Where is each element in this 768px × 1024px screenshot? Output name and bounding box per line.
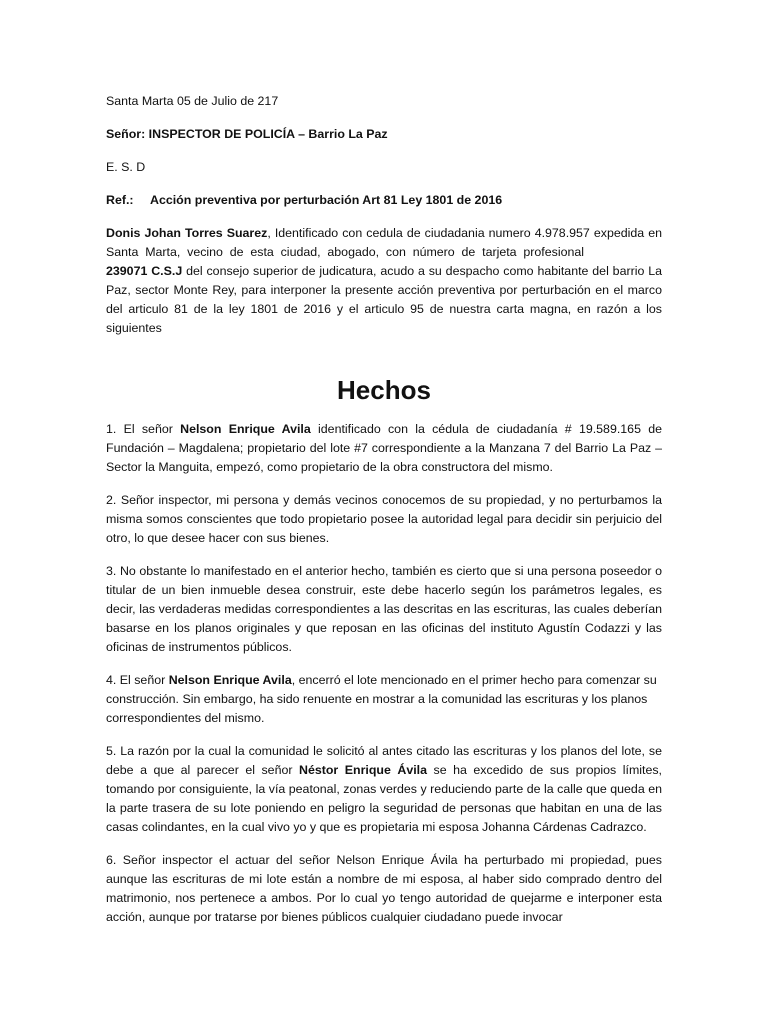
fact-3: 3. No obstante lo manifestado en el anterior hecho, también es cierto que si una persona poseedor o titular de un bien inmueble desea construir, este debe hacerlo según los parámetros legales, es decir, las verdaderas medidas correspondientes a las descritas en las escrituras, las cuales deberían basarse en los planos originales y que reposan en las oficinas del instituto Agustín Codazzi y las oficinas de instrumentos públicos. [106,564,662,654]
author-name: Donis Johan Torres Suarez [106,226,268,240]
fact-1: 1. El señor Nelson Enrique Avila identificado con la cédula de ciudadanía # 19.589.165 de Fundación – Magdalena; propietario del lote #7 correspondiente a la Manzana 7 del Barrio La Paz – Sector la Manguita, empezó, como propietario de la obra constructora del mismo. [106,422,662,474]
card-number: 239071 [106,264,148,278]
place-date: Santa Marta 05 de Julio de 217 [106,94,279,108]
section-heading: Hechos [337,375,431,405]
fact-5-name: Néstor Enrique Ávila [299,763,428,777]
reference-line [106,191,662,210]
esd-line: E. S. D [106,160,146,174]
fact-2: 2. Señor inspector, mi persona y demás vecinos conocemos de su propiedad, y no perturbamos la misma somos conscientes que todo propietario posee la autoridad legal para decidir sin perjuicio del otro, lo que desee hacer con sus bienes. [106,493,662,545]
fact-4-name: Nelson Enrique Avila [168,673,292,687]
reference-label: Ref.: [106,193,134,207]
csj-label: C.S.J [151,264,183,278]
fact-4: 4. El señor Nelson Enrique Avila, encerró el lote mencionado en el primer hecho para comenzar su construcción. Sin embargo, ha sido renuente en mostrar a la comunidad las escrituras y los planos correspondientes del mismo. [106,673,657,725]
intro-text-a: , Identificado con cedula de ciudadania numero 4.978.957 expedida en Santa Marta, vecino de esta ciudad, abogado, con número de tarjeta profesional [106,226,662,259]
fact-5: 5. La razón por la cual la comunidad le solicitó al antes citado las escrituras y los planos del lote, se debe a que al parecer el señor Néstor Enrique Ávila se ha excedido de sus propios límites, tomando por consiguiente, la vía peatonal, zonas verdes y reduciendo parte de la calle que queda en la parte trasera de su lote poniendo en peligro la seguridad de personas que habitan en una de las casas colindantes, en la cual vivo yo y que es propietaria mi esposa Johanna Cárdenas Cadrazco. [106,744,662,834]
document-body [106,92,662,941]
intro-text-b: del consejo superior de judicatura, acudo a su despacho como habitante del barrio La Paz, sector Monte Rey, para interponer la presente acción preventiva por perturbación en el marco del articulo 81 de la ley 1801 de 2016 y el articulo 95 de nuestra carta magna, en razón a los siguientes [106,264,663,335]
fact-6: 6. Señor inspector el actuar del señor Nelson Enrique Ávila ha perturbado mi propiedad, pues aunque las escrituras de mi lote están a nombre de mi esposa, al haber sido comprado dentro del matrimonio, nos pertenece a ambos. Por lo cual yo tengo autoridad de quejarme e interponer esta acción, aunque por tratarse por bienes públicos cualquier ciudadano puede invocar [106,853,662,924]
fact-1-name: Nelson Enrique Avila [180,422,311,436]
reference-text: Acción preventiva por perturbación Art 81 Ley 1801 de 2016 [150,193,503,207]
recipient: Señor: INSPECTOR DE POLICÍA – Barrio La Paz [106,127,388,141]
intro-paragraph [106,224,662,338]
